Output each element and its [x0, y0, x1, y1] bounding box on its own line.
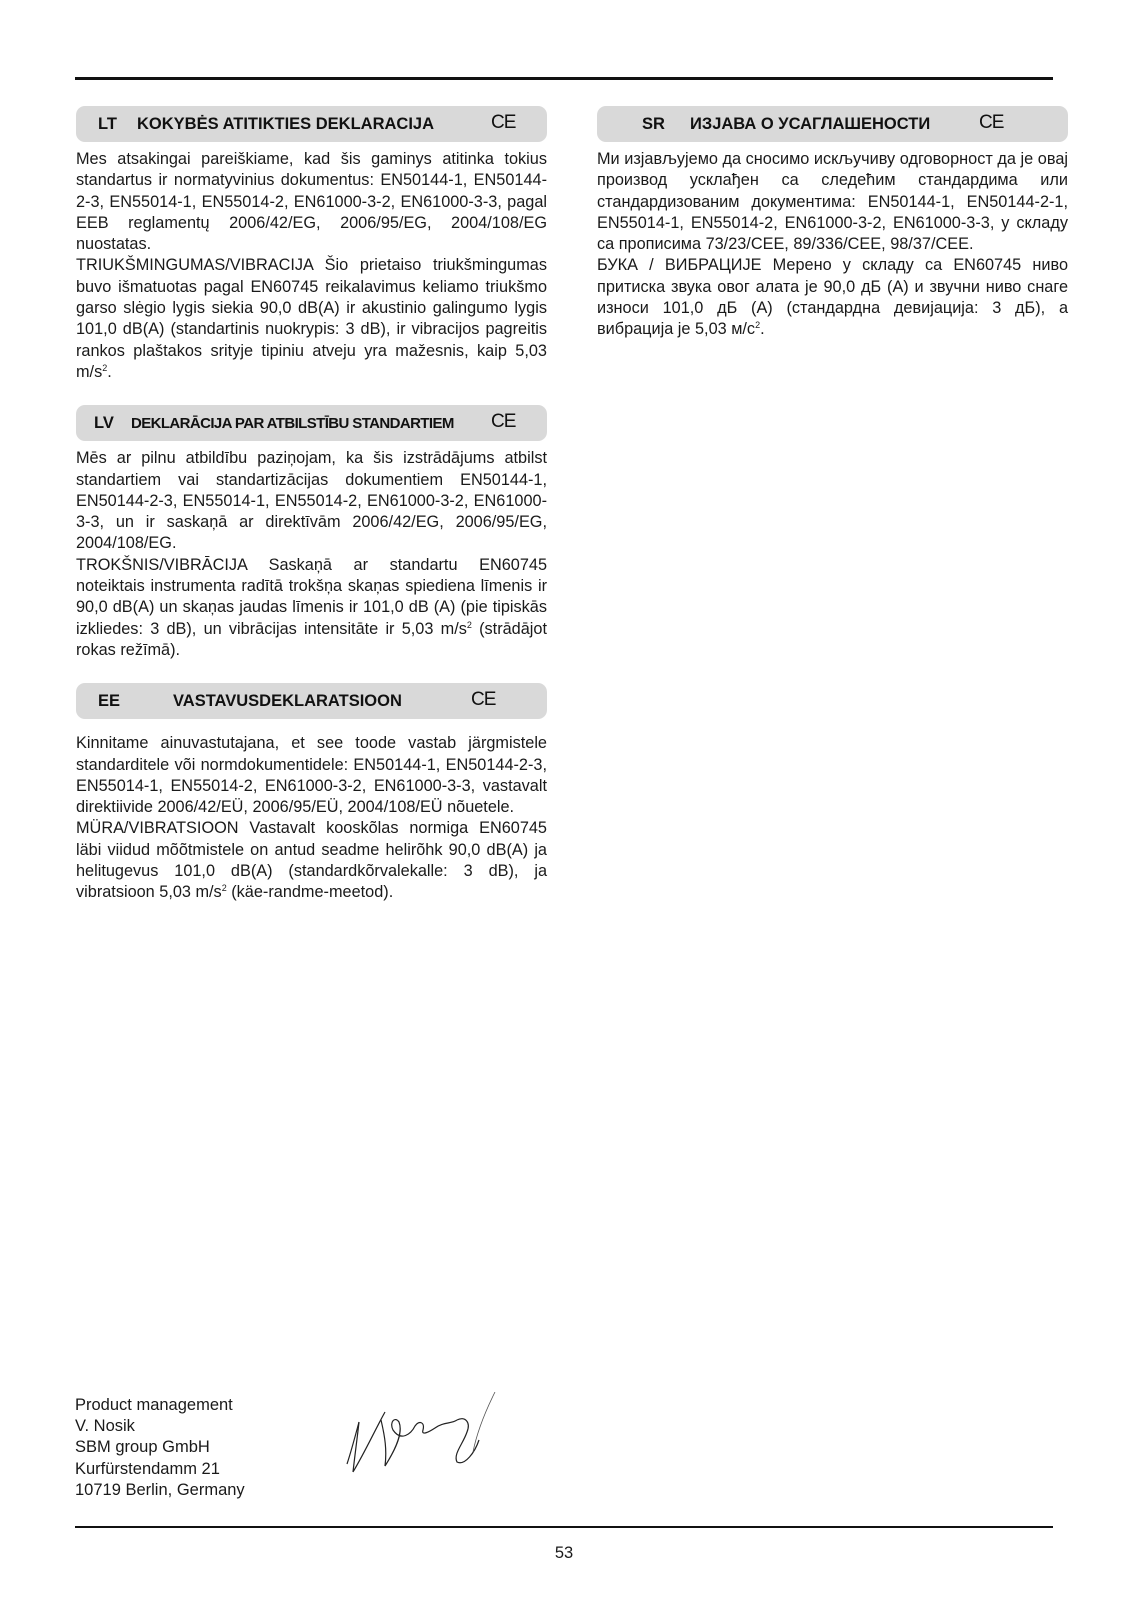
ce-mark-icon: CE [491, 112, 516, 133]
page-number: 53 [554, 1544, 574, 1562]
ce-mark-icon: CE [979, 112, 1004, 133]
bottom-rule [75, 1526, 1053, 1528]
signature-icon [345, 1392, 520, 1482]
section-lt-code: LT [98, 115, 117, 133]
section-lt-paragraph-1: Mes atsakingai pareiškiame, kad šis gaminys atitinka tokius standartus ir normatyvinius dokumentus: EN50144-1, EN50144-2-3, EN55014-1, EN55014-2, EN61000-3-2, EN61000-3-3, pagal EEB reglamentų 2006/42/EG, 2006/95/EG, 2004/108/EG nuostatas. [76, 150, 547, 254]
section-lv-title: DEKLARĀCIJA PAR ATBILSTĪBU STANDARTIEM [131, 415, 454, 433]
section-sr-paragraph-1: Ми изјављујемо да сносимо искључиву одговорност да је овај производ усклађен са следећим стандардима или стандардизованим документима: EN50144-1, EN50144-2-1, EN55014-1, EN55014-2, EN61000-3-2, EN61000-3-3, у складу са прописима 73/23/CEE, 89/336/CEE, 98/37/CEE. [597, 150, 1068, 254]
right-column [597, 106, 1068, 363]
section-ee-title: VASTAVUSDEKLARATSIOON [173, 692, 402, 711]
ce-mark-icon: CE [491, 411, 516, 433]
section-sr-paragraph-2: БУКА / ВИБРАЦИЈЕ Мерено у складу са EN60745 ниво притиска звука овог алата је 90,0 дБ (А) и звучни ниво снаге износи 101,0 дБ (А) (стандардна девијација: 3 дБ), а вибрација је 5,03 $м/с^2$. [597, 256, 1068, 339]
footer-line: 10719 Berlin, Germany [75, 1480, 245, 1499]
ce-mark-icon: CE [471, 689, 496, 711]
section-lv-code: LV [94, 414, 114, 433]
section-lt-body [76, 149, 547, 383]
section-ee-code: EE [98, 692, 121, 711]
footer-line: V. Nosik [75, 1417, 135, 1436]
section-sr-body [597, 149, 1068, 341]
section-sr [597, 106, 1068, 341]
section-sr-code: SR [642, 115, 665, 133]
section-ee-header [76, 683, 547, 719]
section-lv [76, 405, 547, 661]
top-rule [75, 77, 1053, 80]
section-lt-title: KOKYBĖS ATITIKTIES DEKLARACIJA [137, 115, 435, 133]
section-lv-body [76, 448, 547, 661]
section-lv-header [76, 405, 547, 441]
section-lt-header [76, 106, 547, 142]
section-lt-paragraph-2: TRIUKŠMINGUMAS/VIBRACIJA Šio prietaiso triukšmingumas buvo išmatuotas pagal EN60745 reikalavimus keliamo triukšmo garso slėgio lygis siekia 90,0 dB(A) ir akustinio galingumo lygis 101,0 dB(A) (standartinis nuokrypis: 3 dB), ir vibracijos pagreitis rankos plaštakos srityje tipiniu atveju yra mažesnis, kaip 5,03 $m/s^2$. [76, 256, 547, 381]
section-ee-paragraph-2: MÜRA/VIBRATSIOON Vastavalt kooskõlas normiga EN60745 läbi viidud mõõtmistele on antud seadme helirõhk 90,0 dB(A) ja helitugevus 101,0 dB(A) (standardkõrvalekalle: 3 dB), ja vibratsioon 5,03 $m/s^2$ (käe-randme-meetod). [76, 819, 547, 902]
section-ee-paragraph-1: Kinnitame ainuvastutajana, et see toode vastab järgmistele standarditele või normdokumentidele: EN50144-1, EN50144-2-3, EN55014-1, EN55014-2, EN61000-3-2, EN61000-3-3, vastavalt direktiivide 2006/42/EÜ, 2006/95/EÜ, 2004/108/EÜ nõuetele. [76, 734, 547, 817]
left-column [76, 106, 547, 926]
section-lv-paragraph-2: TROKŠNIS/VIBRĀCIJA Saskaņā ar standartu EN60745 noteiktais instrumenta radītā trokšņa skaņas spiediena līmenis ir 90,0 dB(A) un skaņas jaudas līmenis ir 101,0 dB (A) (pie tipiskās izkliedes: 3 dB), un vibrācijas intensitāte ir 5,03 $m/s^2$ (strādājot rokas režīmā). [76, 555, 547, 659]
footer-address [75, 1395, 245, 1501]
section-sr-title: ИЗЈАВА О УСАГЛАШЕНОСТИ [690, 115, 931, 133]
section-sr-header [597, 106, 1068, 142]
section-lv-paragraph-1: Mēs ar pilnu atbildību paziņojam, ka šis izstrādājums atbilst standartiem vai standartizācijas dokumentiem EN50144-1, EN50144-2-3, EN55014-1, EN55014-2, EN61000-3-2, EN61000-3-3, un ir saskaņā ar direktīvām 2006/42/EG, 2006/95/EG, 2004/108/EG. [76, 449, 547, 553]
section-ee-body [76, 733, 547, 903]
footer-line: Product management [75, 1396, 233, 1414]
footer-line: Kurfürstendamm 21 [75, 1459, 220, 1478]
section-ee [76, 683, 547, 903]
section-lt [76, 106, 547, 383]
footer-line: SBM group GmbH [75, 1438, 210, 1457]
